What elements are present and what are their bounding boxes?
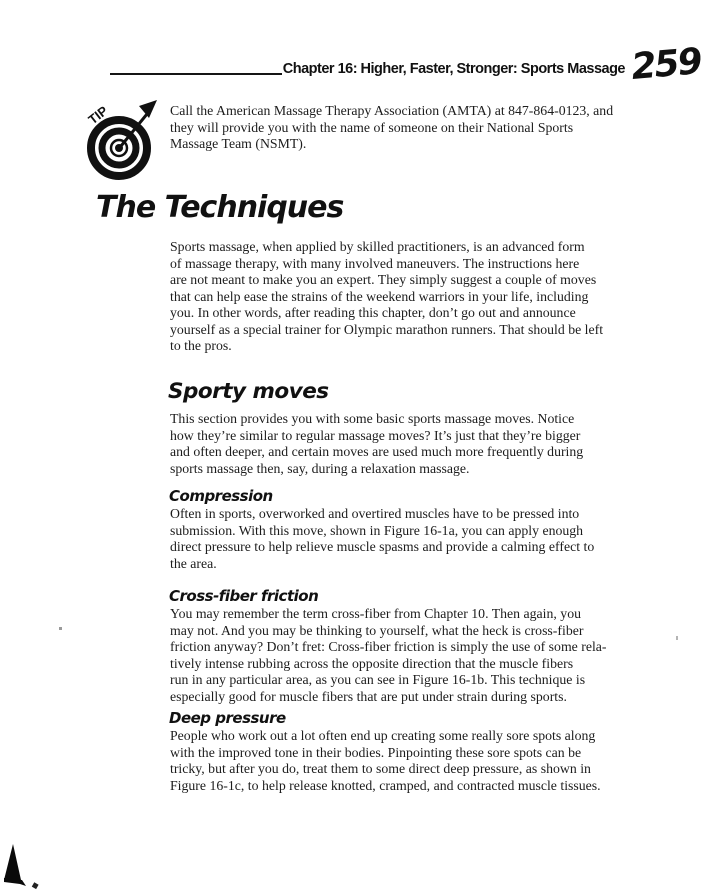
- page-number: 259: [629, 41, 703, 88]
- tip-label: TIP: [85, 102, 111, 128]
- text-line: especially good for muscle fibers that are put under strain during sports.: [170, 688, 567, 704]
- text-line: they will provide you with the name of someone on their National Sports: [170, 119, 574, 135]
- text-line: with the improved tone in their bodies. Pinpointing these sore spots can be: [170, 744, 582, 760]
- text-line: and often deeper, and certain moves are used much more frequently during: [170, 444, 584, 459]
- text-line: yourself as a special trainer for Olympic marathon runners. That should be left: [170, 321, 604, 337]
- paragraph-compression: [170, 506, 648, 572]
- chapter-header-title: Chapter 16: Higher, Faster, Stronger: Sports Massage: [282, 61, 625, 77]
- scan-speck: [59, 627, 62, 630]
- scan-speck: [676, 636, 678, 640]
- text-line: that can help ease the strains of the weekend warriors in your life, including: [170, 288, 589, 304]
- text-line: to the pros.: [170, 338, 232, 353]
- text-line: how they’re similar to regular massage moves? It’s just that they’re bigger: [170, 427, 581, 443]
- text-line: People who work out a lot often end up creating some really sore spots along: [170, 728, 596, 743]
- arrow-head: [139, 100, 157, 118]
- paragraph-cross-fiber-friction: [170, 606, 648, 705]
- text-line: direct pressure to help relieve muscle spasms and provide a calming effect to: [170, 539, 595, 554]
- subsection-heading-compression: Compression: [169, 487, 273, 505]
- tip-bullseye-arrow-icon: [83, 96, 165, 182]
- text-line: sports massage then, say, during a relaxation massage.: [170, 460, 470, 476]
- text-line: friction anyway? Don’t fret: Cross-fiber friction is simply the use of some rela-: [170, 639, 607, 654]
- text-line: This section provides you with some basic sports massage moves. Notice: [170, 411, 575, 426]
- text-line: tricky, but after you do, treat them to some direct deep pressure, as shown in: [170, 761, 591, 776]
- text-line: submission. With this move, shown in Figure 16-1a, you can apply enough: [170, 522, 584, 538]
- text-line: of massage therapy, with many involved maneuvers. The instructions here: [170, 255, 580, 271]
- scan-artifact-corner-mark: [0, 840, 50, 892]
- text-line: the area.: [170, 555, 217, 571]
- paragraph-deep-pressure: [170, 728, 648, 794]
- subsection-heading-sporty-moves: Sporty moves: [168, 379, 329, 404]
- text-line: may not. And you may be thinking to yourself, what the heck is cross-fiber: [170, 622, 584, 638]
- subsection-heading-cross-fiber-friction: Cross-fiber friction: [169, 587, 319, 605]
- paragraph-sporty-moves: [170, 411, 648, 477]
- text-line: tively intense rubbing across the opposite direction that the muscle fibers: [170, 655, 574, 671]
- section-heading-the-techniques: The Techniques: [96, 190, 344, 225]
- text-line: run in any particular area, as you can see in Figure 16-1b. This technique is: [170, 672, 586, 687]
- text-line: you. In other words, after reading this chapter, don’t go out and announce: [170, 305, 576, 320]
- tip-paragraph: [170, 103, 632, 153]
- text-line: Sports massage, when applied by skilled practitioners, is an advanced form: [170, 239, 585, 254]
- text-line: Massage Team (NSMT).: [170, 136, 307, 151]
- subsection-heading-deep-pressure: Deep pressure: [169, 709, 286, 727]
- text-line: Figure 16-1c, to help release knotted, cramped, and contracted muscle tissues.: [170, 777, 601, 793]
- text-line: You may remember the term cross-fiber from Chapter 10. Then again, you: [170, 606, 581, 621]
- text-line: are not meant to make you an expert. They simply suggest a couple of moves: [170, 272, 597, 287]
- text-line: Often in sports, overworked and overtired muscles have to be pressed into: [170, 506, 580, 521]
- paragraph-techniques-intro: [170, 239, 648, 355]
- text-line: Call the American Massage Therapy Association (AMTA) at 847-864-0123, and: [170, 103, 614, 118]
